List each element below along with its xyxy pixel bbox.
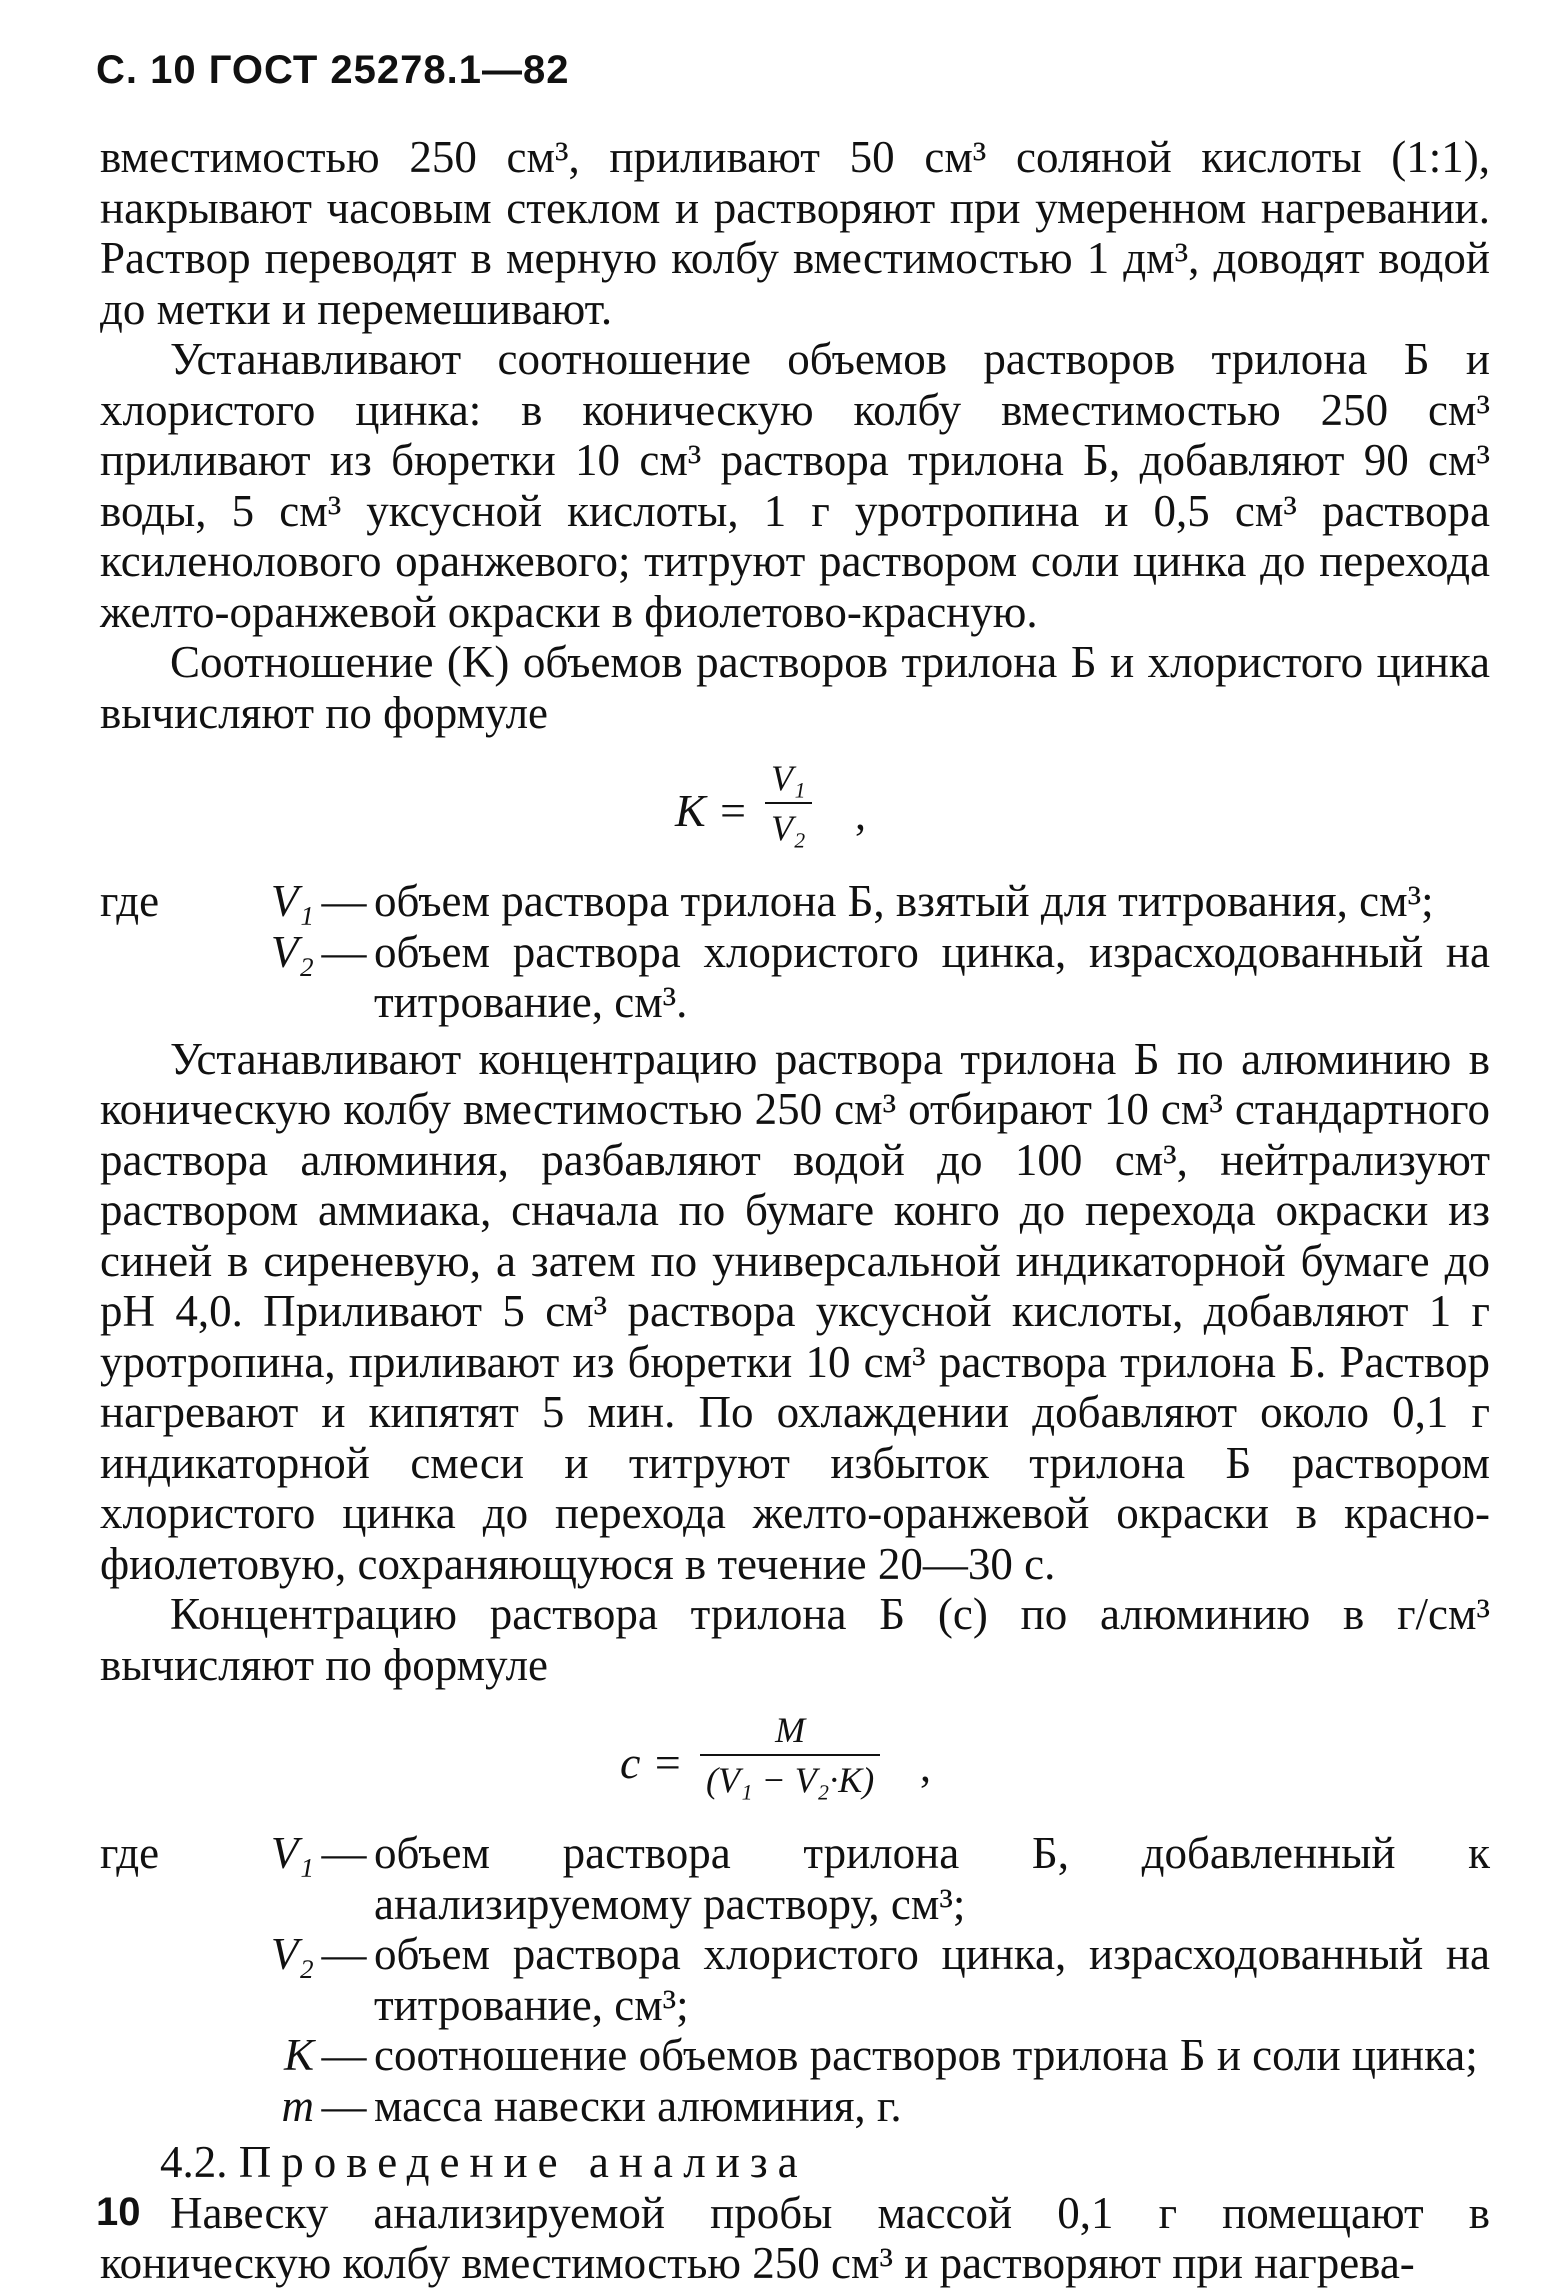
formula-k-numerator: V₁ — [771, 758, 806, 798]
legend-label — [100, 2081, 212, 2132]
legend-k — [100, 876, 1490, 1028]
legend-row — [100, 927, 1490, 1028]
legend-row — [100, 2081, 1490, 2132]
legend-row — [100, 876, 1490, 927]
formula-k-fraction — [765, 756, 812, 850]
legend-symbol: V₁ — [270, 876, 314, 926]
legend-dash: — — [321, 2030, 367, 2080]
body-text — [100, 132, 1490, 2289]
legend-label — [100, 2030, 212, 2081]
page-number: 10 — [96, 2190, 141, 2234]
legend-dash: — — [321, 926, 367, 977]
paragraph-4: Устанавливают концентрацию раствора трилона Б по алюминию в коническую колбу вместимостью 250 см³ отбирают 10 см³ стандартного раствора алюминия, разбавляют водой до 100 см³, нейтрализуют раствором аммиака, сначала по бумаге конго до перехода окраски из синей в сиреневую, а затем по универсальной индикаторной бумаге до pH 4,0. Приливают 5 см³ раствора уксусной кислоты, добавляют 1 г уротропина, приливают из бюретки 10 см³ раствора трилона Б. Раствор нагревают и кипятят 5 мин. По охлаждении добавляют около 0,1 г индикаторной смеси и титруют избыток трилона Б раствором хлористого цинка до перехода желто-оранжевой окраски в красно-фиолетовую, сохраняющуюся в течение 20—30 с. — [100, 1033, 1490, 1589]
fraction-bar — [700, 1754, 880, 1756]
legend-row — [100, 1828, 1490, 1929]
legend-text: масса навески алюминия, г. — [374, 2080, 902, 2131]
section-title: Проведение анализа — [238, 2137, 808, 2187]
formula-c — [100, 1708, 1490, 1818]
page-header: С. 10 ГОСТ 25278.1—82 — [96, 48, 570, 92]
legend-label: где — [100, 1828, 160, 1878]
paragraph-2: Устанавливают соотношение объемов растворов трилона Б и хлористого цинка: в коническую колбу вместимостью 250 см³ приливают из бюретки 10 см³ раствора трилона Б, добавляют 90 см³ воды, 5 см³ уксусной кислоты, 1 г уротропина и 0,5 см³ раствора ксиленолового оранжевого; титруют раствором соли цинка до перехода желто-оранжевой окраски в фиолетово-красную. — [100, 334, 1490, 637]
fraction-bar — [765, 802, 812, 804]
legend-label — [100, 927, 212, 1028]
legend-c — [100, 1828, 1490, 2131]
formula-c-numerator: M — [775, 1710, 806, 1750]
legend-dash: — — [321, 876, 367, 926]
legend-text: объем раствора трилона Б, взятый для титрования, см³; — [374, 876, 1434, 926]
legend-symbol: V₂ — [270, 1929, 314, 1979]
legend-text: объем раствора хлористого цинка, израсходованный на титрование, см³; — [374, 1929, 1490, 2030]
formula-c-denominator: (V₁ − V₂·K) — [706, 1760, 875, 1800]
formula-k-lhs: K = — [675, 785, 749, 836]
formula-k-comma: , — [855, 790, 866, 839]
formula-c-lhs: c = — [620, 1737, 683, 1788]
legend-row — [100, 1929, 1490, 2030]
legend-text: соотношение объемов растворов трилона Б и соли цинка; — [374, 2030, 1478, 2080]
legend-label: где — [100, 876, 160, 926]
legend-dash: — — [321, 2080, 367, 2131]
paragraph-6: Навеску анализируемой пробы массой 0,1 г помещают в коническую колбу вместимостью 250 см³ и растворяют при нагрева- — [100, 2187, 1490, 2288]
paragraph-1: вместимостью 250 см³, приливают 50 см³ соляной кислоты (1:1), накрывают часовым стеклом и растворяют при умеренном нагревании. Раствор переводят в мерную колбу вместимостью 1 дм³, доводят водой до метки и перемешивают. — [100, 132, 1490, 334]
legend-dash: — — [321, 1828, 367, 1878]
formula-c-comma: , — [920, 1742, 931, 1791]
legend-row — [100, 2030, 1490, 2081]
section-heading — [100, 2137, 1490, 2188]
legend-label — [100, 1929, 212, 2030]
paragraph-5: Концентрацию раствора трилона Б (c) по алюминию в г/см³ вычисляют по формуле — [100, 1589, 1490, 1690]
formula-k — [100, 756, 1490, 866]
legend-dash: — — [321, 1929, 367, 1979]
section-number: 4.2. — [160, 2137, 228, 2187]
legend-symbol: V₁ — [270, 1828, 314, 1878]
legend-text: объем раствора хлористого цинка, израсходованный на титрование, см³. — [374, 926, 1490, 1027]
legend-symbol: V₂ — [270, 926, 314, 977]
paragraph-3: Соотношение (K) объемов растворов трилона Б и хлористого цинка вычисляют по формуле — [100, 637, 1490, 738]
legend-text: объем раствора трилона Б, добавленный к анализируемому раствору, см³; — [374, 1828, 1490, 1929]
legend-symbol: K — [283, 2030, 314, 2080]
formula-k-denominator: V₂ — [771, 808, 806, 848]
formula-c-fraction — [700, 1708, 880, 1802]
legend-symbol: m — [281, 2080, 314, 2131]
